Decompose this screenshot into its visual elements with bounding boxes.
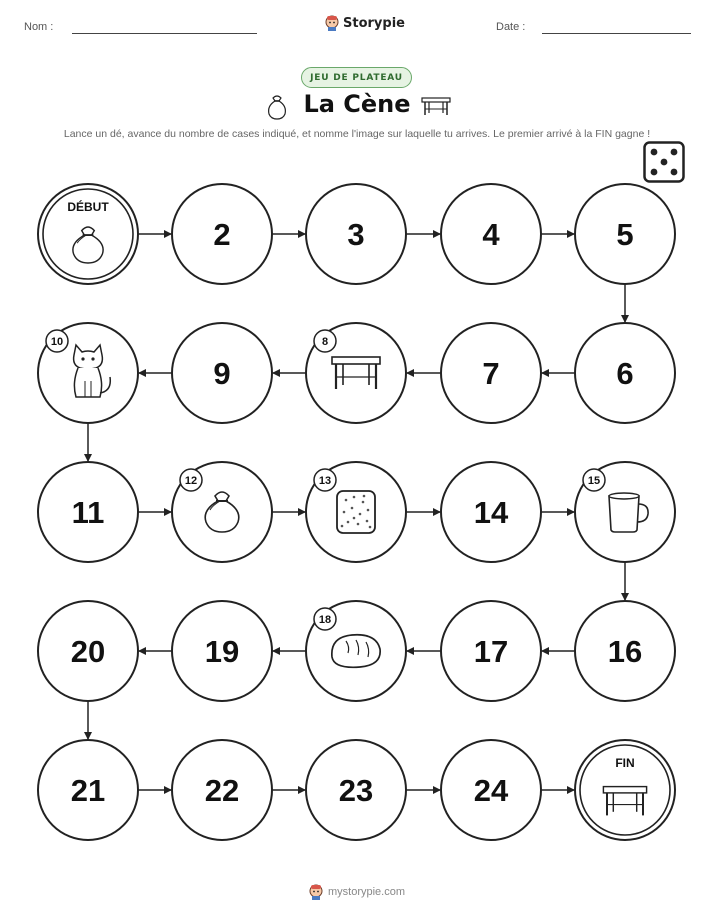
board-space-13[interactable] <box>306 462 406 562</box>
board-space-14[interactable] <box>441 462 541 562</box>
board-space-22[interactable] <box>172 740 272 840</box>
space-number: 7 <box>482 356 500 391</box>
space-number-badge <box>314 608 336 630</box>
svg-text:13: 13 <box>318 475 332 487</box>
brand-name: Storypie <box>343 15 405 31</box>
space-number: 2 <box>213 217 231 252</box>
board-space-9[interactable] <box>172 323 272 423</box>
space-number: 11 <box>71 495 105 530</box>
board-space-19[interactable] <box>172 601 272 701</box>
board-space-24[interactable] <box>441 740 541 840</box>
board-space-4[interactable] <box>441 184 541 284</box>
page-title: La Cène <box>303 90 411 118</box>
board-space-23[interactable] <box>306 740 406 840</box>
space-number: 23 <box>338 773 374 808</box>
svg-text:10: 10 <box>50 336 64 348</box>
date-label: Date : <box>496 21 526 33</box>
name-label: Nom : <box>24 21 54 33</box>
footer-url: mystorypie.com <box>327 886 406 898</box>
svg-text:8: 8 <box>321 336 329 348</box>
board-space-2[interactable] <box>172 184 272 284</box>
space-number: 20 <box>70 634 106 669</box>
space-number: 9 <box>213 356 231 391</box>
svg-text:15: 15 <box>587 475 601 487</box>
svg-text:12: 12 <box>184 475 198 487</box>
space-number: 16 <box>607 634 643 669</box>
board-space-17[interactable] <box>441 601 541 701</box>
space-number: 14 <box>473 495 509 530</box>
space-number-badge <box>180 469 202 491</box>
space-number: 22 <box>204 773 240 808</box>
space-number: 17 <box>473 634 509 669</box>
finish-label: FIN <box>615 756 635 770</box>
finish-space[interactable] <box>575 740 675 840</box>
start-space[interactable] <box>38 184 138 284</box>
board-space-6[interactable] <box>575 323 675 423</box>
space-number: 5 <box>616 217 634 252</box>
board-space-8[interactable] <box>306 323 406 423</box>
board-space-20[interactable] <box>38 601 138 701</box>
game-type-badge: JEU DE PLATEAU <box>301 67 412 88</box>
space-number: 21 <box>70 773 106 808</box>
bread-slice-icon <box>337 491 375 533</box>
space-number: 19 <box>204 634 240 669</box>
svg-text:18: 18 <box>318 614 332 626</box>
instructions: Lance un dé, avance du nombre de cases indiqué, et nomme l'image sur laquelle tu arrives. Le premier arrivé à la FIN gagne ! <box>63 128 651 140</box>
space-number: 6 <box>616 356 634 391</box>
board-space-10[interactable] <box>38 323 138 423</box>
space-number: 3 <box>347 217 365 252</box>
storypie-mascot-icon <box>309 884 323 900</box>
space-number-badge <box>314 469 336 491</box>
space-number-badge <box>46 330 68 352</box>
board-space-5[interactable] <box>575 184 675 284</box>
space-number: 4 <box>482 217 500 252</box>
board-space-7[interactable] <box>441 323 541 423</box>
space-number-badge <box>314 330 336 352</box>
footer <box>0 884 714 900</box>
space-number-badge <box>583 469 605 491</box>
board-space-11[interactable] <box>38 462 138 562</box>
board-space-18[interactable] <box>306 601 406 701</box>
board-space-21[interactable] <box>38 740 138 840</box>
board-space-12[interactable] <box>172 462 272 562</box>
board-space-3[interactable] <box>306 184 406 284</box>
space-number: 24 <box>473 773 509 808</box>
board-space-16[interactable] <box>575 601 675 701</box>
start-label: DÉBUT <box>67 200 109 214</box>
board-space-15[interactable] <box>575 462 675 562</box>
bread-loaf-icon <box>332 635 380 668</box>
